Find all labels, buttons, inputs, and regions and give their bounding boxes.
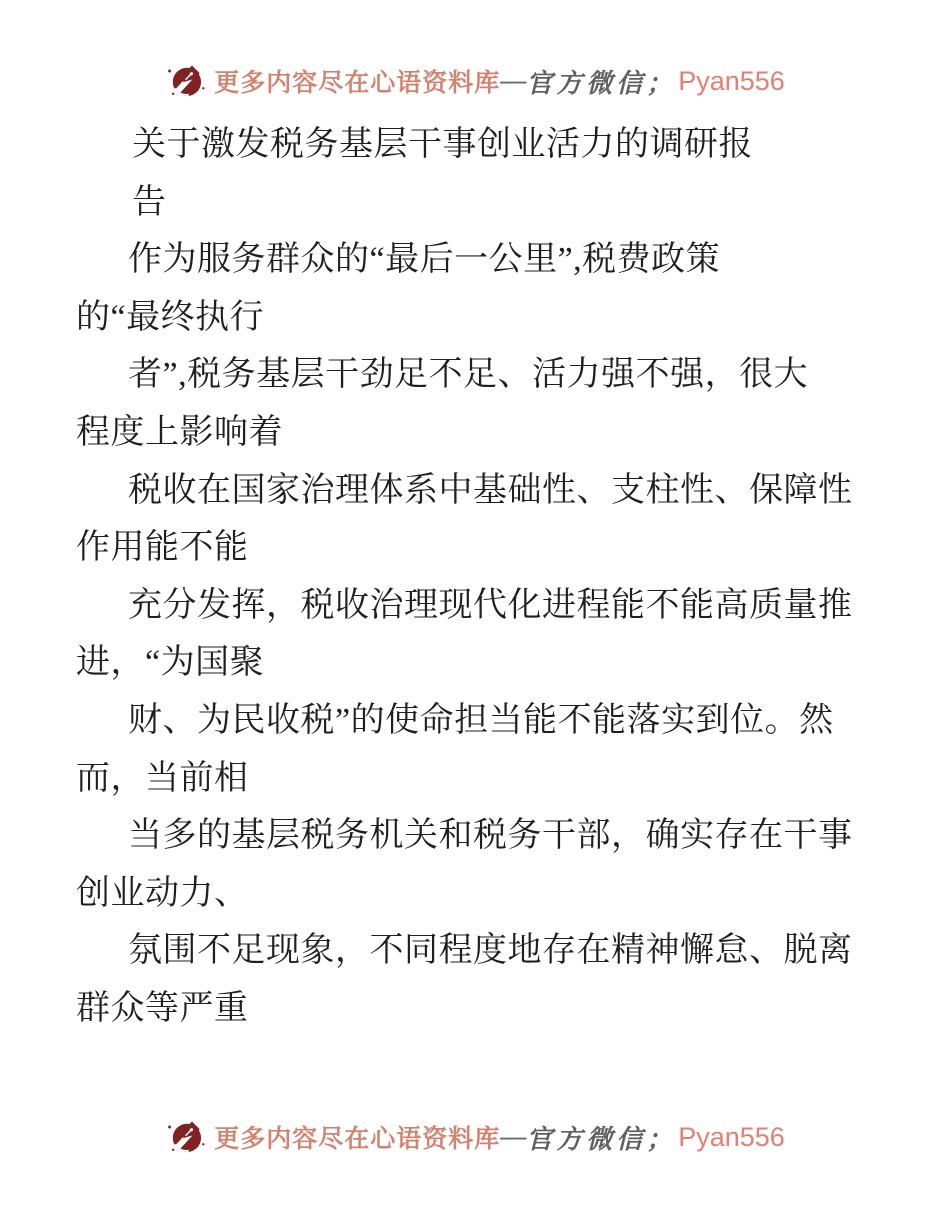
- document-content: [76, 116, 876, 1038]
- pen-nib-circle-logo-icon: [165, 1114, 207, 1160]
- brand-text: 更多内容尽在心语资料库: [214, 1126, 501, 1153]
- banner-separator: —: [500, 66, 527, 95]
- body-line: 税收在国家治理体系中基础性、支柱性、保障性: [128, 471, 853, 509]
- body-line: 群众等严重: [76, 989, 249, 1027]
- body-line: 的“最终执行: [76, 298, 265, 336]
- body-line: 作用能不能: [76, 529, 249, 567]
- body-line: 作为服务群众的“最后一公里”,税费政策: [128, 241, 721, 279]
- document-title-line: 关于激发税务基层干事创业活力的调研报: [132, 126, 753, 163]
- body-line: 氛围不足现象，不同程度地存在精神懈怠、脱离: [128, 932, 853, 970]
- banner-separator: —: [500, 1122, 527, 1151]
- official-wechat-label: 官方微信；: [526, 68, 677, 98]
- body-line: 者”,税务基层干劲足不足、活力强不强，很大: [128, 356, 809, 394]
- body-line: 当多的基层税务机关和税务干部，确实存在干事: [128, 817, 853, 855]
- pen-nib-circle-logo-icon: [165, 58, 207, 104]
- body-line: 进，“为国聚: [76, 644, 265, 682]
- official-wechat-label: 官方微信；: [526, 1124, 677, 1154]
- body-line: 而，当前相: [76, 759, 249, 797]
- body-line: 创业动力、: [76, 874, 249, 912]
- watermark-footer: [0, 1114, 950, 1160]
- wechat-id: Pyan556: [678, 65, 785, 96]
- body-line: 充分发挥，税收治理现代化进程能不能高质量推: [128, 586, 853, 624]
- watermark-header: [0, 58, 950, 104]
- wechat-id: Pyan556: [678, 1121, 785, 1152]
- body-line: 财、为民收税”的使命担当能不能落实到位。然: [128, 701, 834, 739]
- brand-text: 更多内容尽在心语资料库: [214, 70, 501, 97]
- body-line: 程度上影响着: [76, 413, 283, 451]
- document-title-line: 告: [132, 183, 167, 221]
